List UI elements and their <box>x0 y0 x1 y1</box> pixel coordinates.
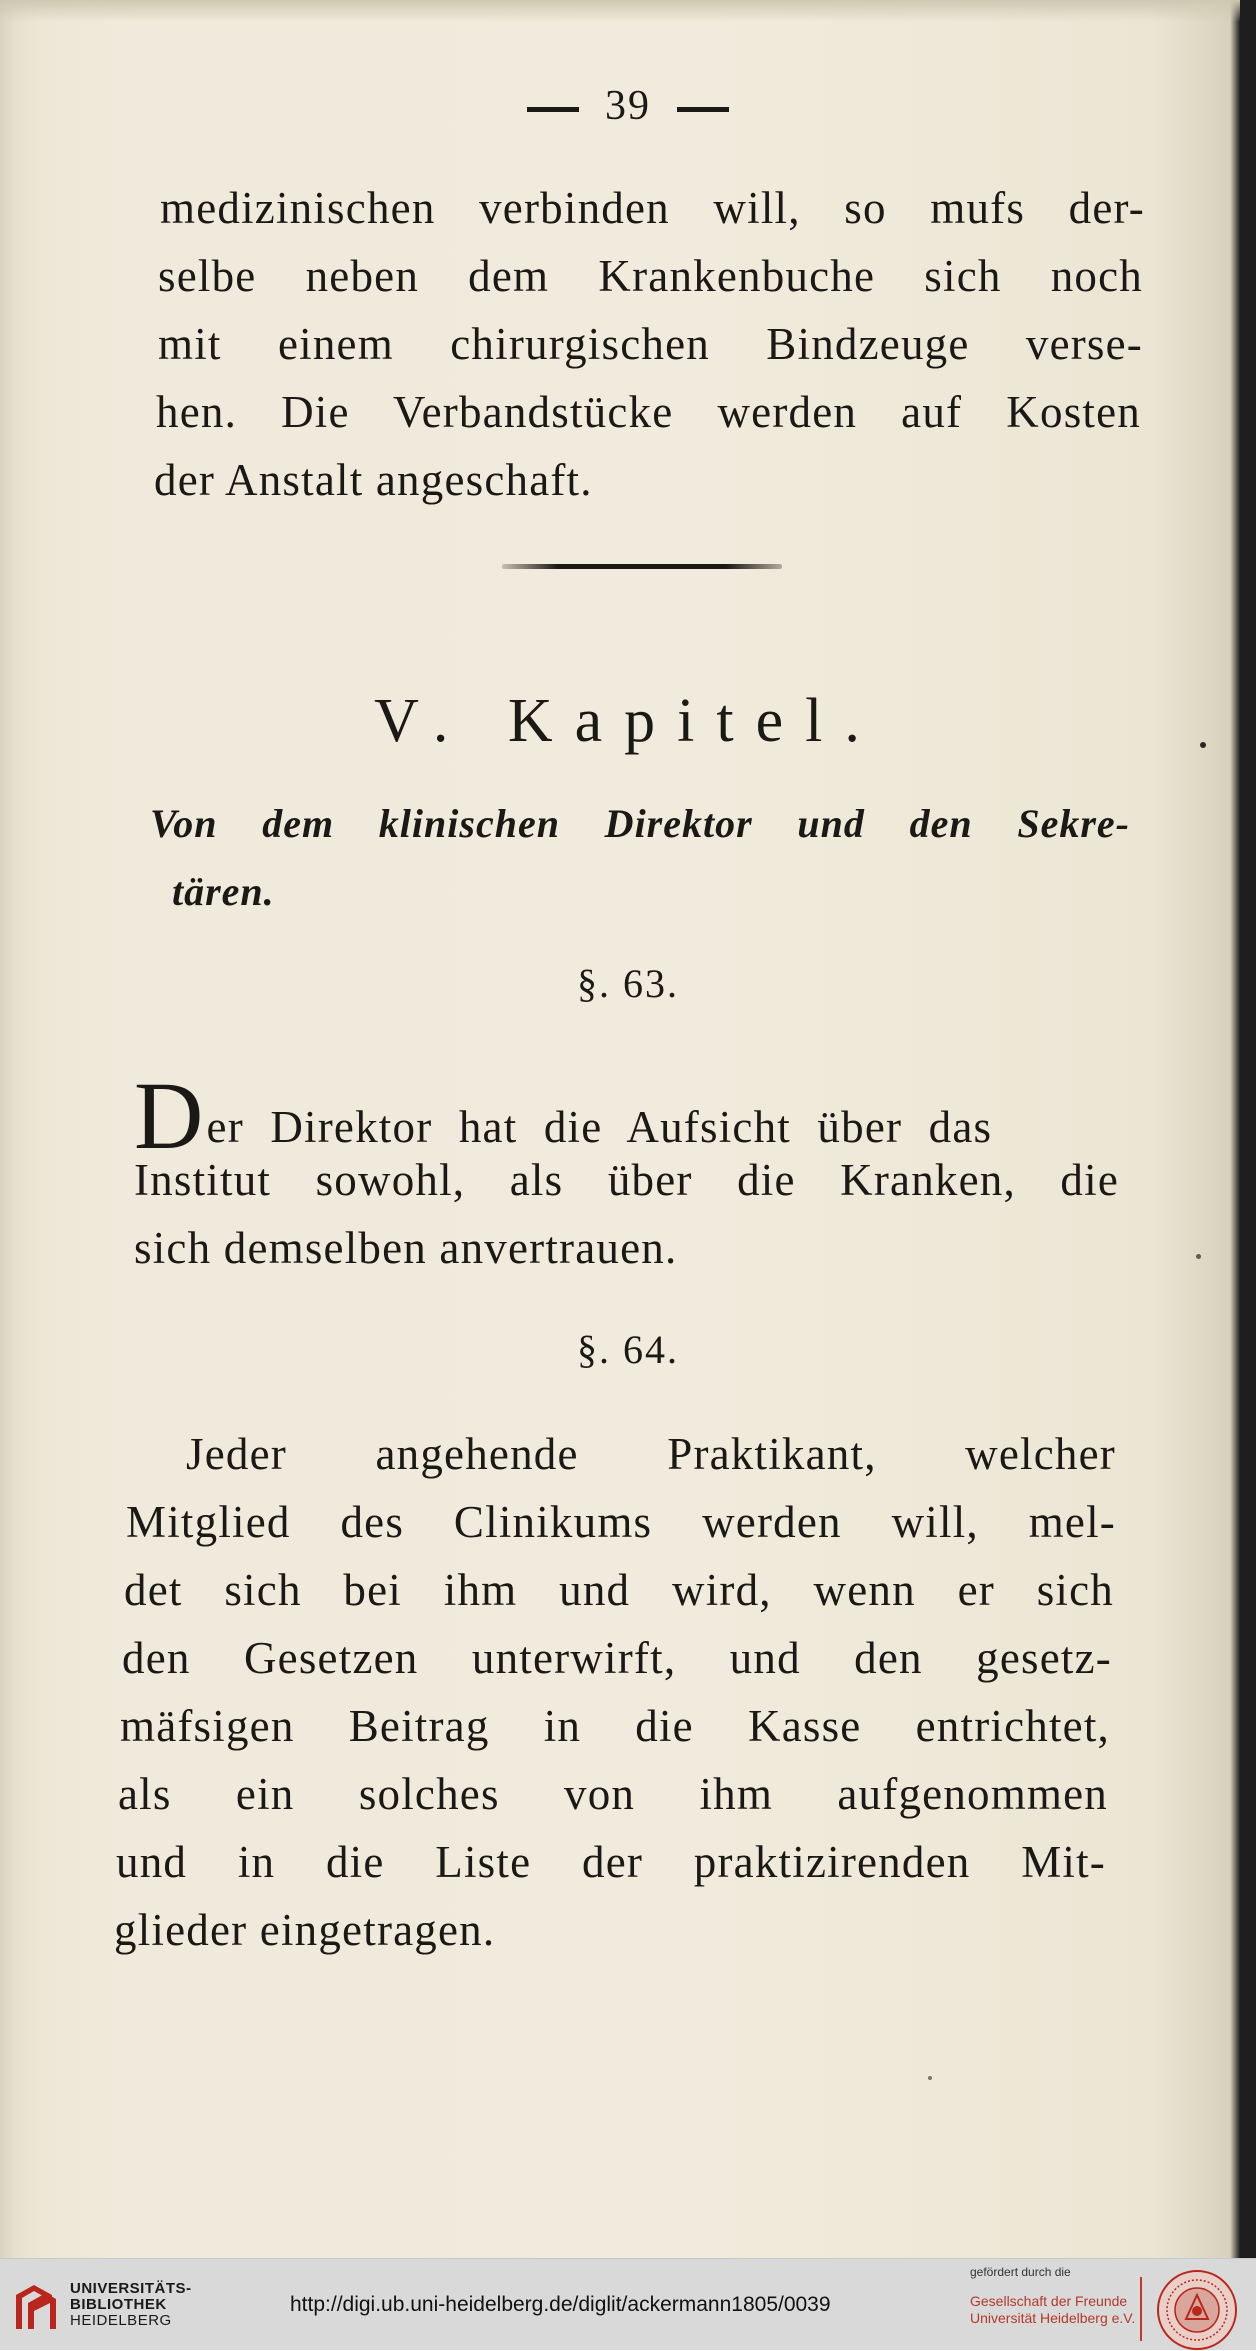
section-64-line-2: Mitglied des Clinikums werden will, mel- <box>126 1497 1116 1547</box>
university-library-logo-icon <box>12 2281 60 2333</box>
chapter-heading: V. Kapitel. <box>374 687 882 755</box>
ink-speck <box>928 2076 932 2080</box>
library-name <box>70 2281 192 2329</box>
permalink-url[interactable]: http://digi.ub.uni-heidelberg.de/diglit/ackermann1805/0039 <box>290 2293 831 2316</box>
chapter-subtitle-line-1: Von dem klinischen Direktor und den Sekre- <box>150 801 1130 846</box>
body-line-1: medizinischen verbinden will, so mufs der- <box>160 183 1145 233</box>
ink-speck <box>1196 1254 1201 1259</box>
page-number: 39 <box>605 83 651 129</box>
library-name-line-2: BIBLIOTHEK <box>70 2296 167 2313</box>
section-64-line-6: als ein solches von ihm aufgenommen <box>118 1769 1108 1819</box>
sponsor-name <box>970 2293 1135 2327</box>
section-64-line-7: und in die Liste der praktizirenden Mit- <box>116 1837 1106 1887</box>
sponsor-name-line-1: Gesellschaft der Freunde <box>970 2293 1128 2309</box>
section-63-line-3: sich demselben anvertrauen. <box>134 1223 678 1273</box>
chapter-divider-rule <box>502 564 782 569</box>
library-footer-bar <box>0 2258 1256 2350</box>
section-64-line-1: Jeder angehende Praktikant, welcher <box>186 1429 1116 1479</box>
sponsor-divider <box>1140 2277 1142 2341</box>
body-line-5: der Anstalt angeschaft. <box>154 455 593 505</box>
section-64-line-5: mäfsigen Beitrag in die Kasse entrichtet, <box>120 1701 1110 1751</box>
body-line-2: selbe neben dem Krankenbuche sich noch <box>158 251 1143 301</box>
body-line-3: mit einem chirurgischen Bindzeuge verse- <box>158 319 1143 369</box>
section-63-line-2: Institut sowohl, als über die Kranken, die <box>134 1155 1119 1205</box>
sponsor-name-line-2: Universität Heidelberg e.V. <box>970 2310 1136 2326</box>
section-64-line-4: den Gesetzen unterwirft, und den gesetz- <box>122 1633 1112 1683</box>
library-name-line-3: HEIDELBERG <box>70 2312 172 2329</box>
section-64-line-8: glieder eingetragen. <box>114 1905 496 1955</box>
library-name-line-1: UNIVERSITÄTS- <box>70 2280 192 2297</box>
ink-speck <box>1200 742 1206 748</box>
section-63-line-1-text: er Direktor hat die Aufsicht über das <box>206 1102 993 1152</box>
section-64-label: §. 64. <box>577 1327 679 1372</box>
section-64-line-3: det sich bei ihm und wird, wenn er sich <box>124 1565 1114 1615</box>
section-63-label: §. 63. <box>577 961 679 1006</box>
drop-capital: D <box>134 1062 205 1169</box>
university-seal-icon <box>1156 2269 1238 2351</box>
sponsor-label: gefördert durch die <box>970 2265 1071 2279</box>
page-number-line <box>0 82 1256 130</box>
chapter-subtitle-line-2: tären. <box>172 869 275 914</box>
body-line-4: hen. Die Verbandstücke werden auf Kosten <box>156 387 1141 437</box>
right-dash <box>677 107 729 112</box>
left-dash <box>527 107 579 112</box>
